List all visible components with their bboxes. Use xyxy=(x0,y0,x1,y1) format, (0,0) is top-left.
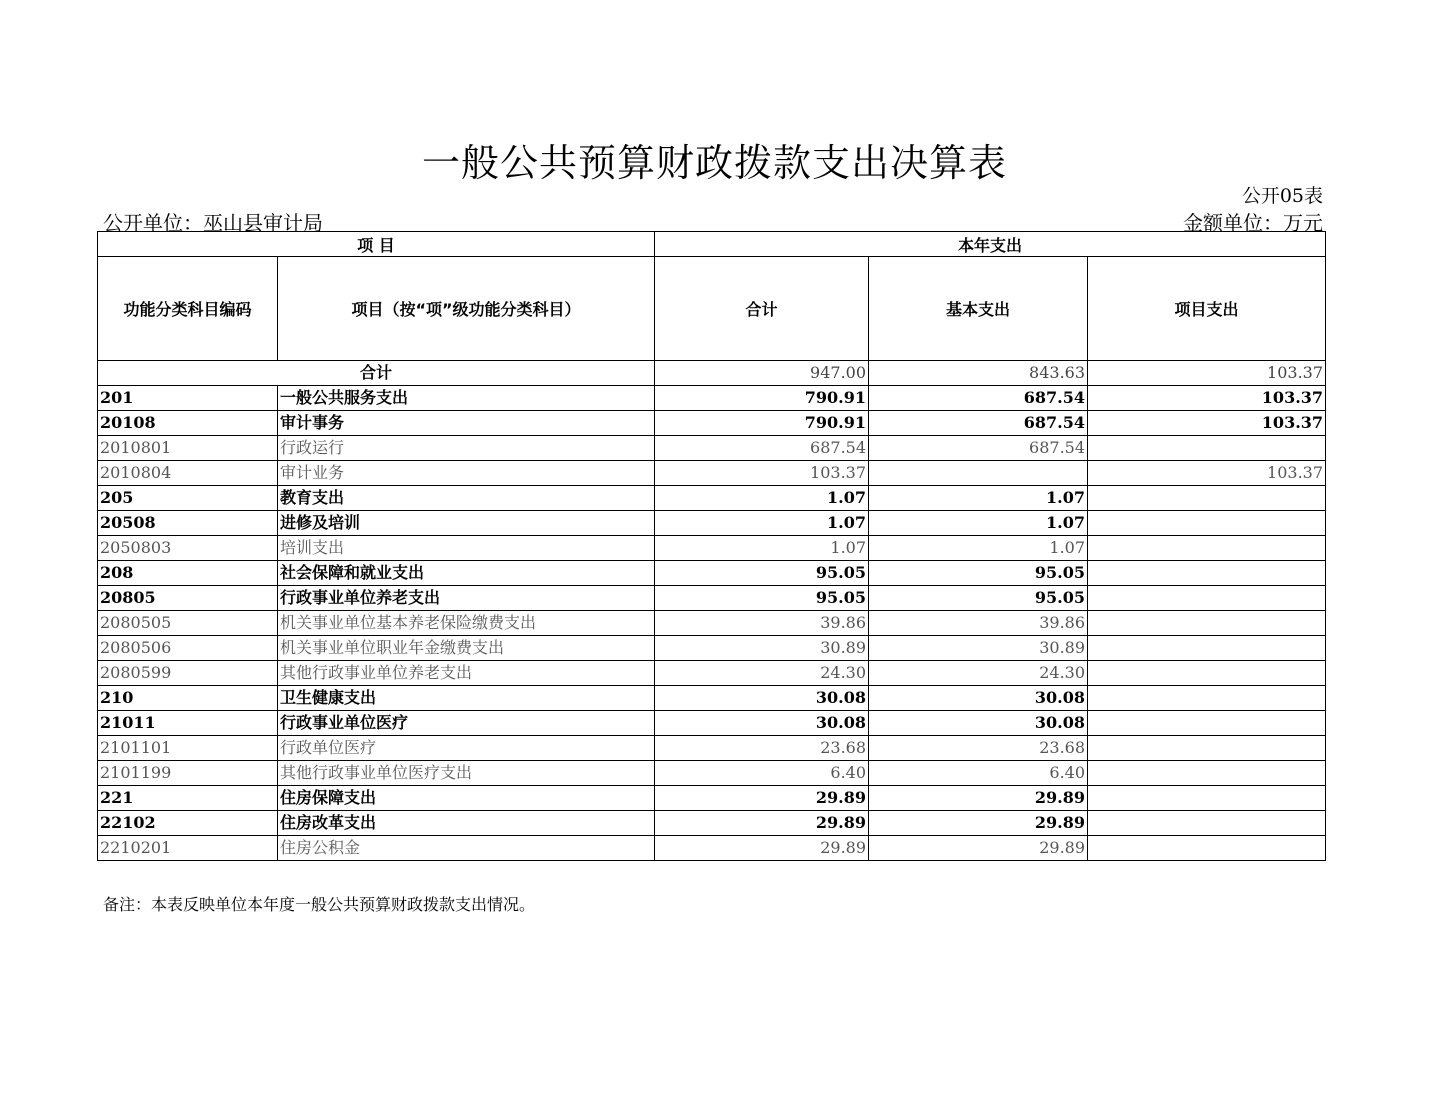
row-total: 1.07 xyxy=(655,511,869,536)
table-row xyxy=(98,561,1326,586)
total-row xyxy=(98,361,1326,386)
row-name: 住房保障支出 xyxy=(278,786,655,811)
row-name: 行政事业单位养老支出 xyxy=(278,586,655,611)
row-total: 790.91 xyxy=(655,411,869,436)
row-name: 社会保障和就业支出 xyxy=(278,561,655,586)
row-code: 205 xyxy=(98,486,278,511)
row-total: 103.37 xyxy=(655,461,869,486)
row-code: 2050803 xyxy=(98,536,278,561)
row-project xyxy=(1088,736,1326,761)
table-row xyxy=(98,486,1326,511)
total-project: 103.37 xyxy=(1088,361,1326,386)
row-basic: 30.08 xyxy=(869,711,1088,736)
row-basic: 1.07 xyxy=(869,511,1088,536)
row-code: 2101199 xyxy=(98,761,278,786)
table-row xyxy=(98,661,1326,686)
row-project xyxy=(1088,761,1326,786)
row-basic: 24.30 xyxy=(869,661,1088,686)
row-project xyxy=(1088,636,1326,661)
row-name: 进修及培训 xyxy=(278,511,655,536)
row-code: 2010801 xyxy=(98,436,278,461)
row-name: 一般公共服务支出 xyxy=(278,386,655,411)
row-basic: 29.89 xyxy=(869,811,1088,836)
row-code: 2080505 xyxy=(98,611,278,636)
table-row xyxy=(98,536,1326,561)
budget-table xyxy=(97,231,1326,861)
row-total: 30.08 xyxy=(655,686,869,711)
header-name: 项目（按“项”级功能分类科目） xyxy=(278,257,655,361)
row-total: 95.05 xyxy=(655,586,869,611)
row-basic: 95.05 xyxy=(869,561,1088,586)
table-row xyxy=(98,411,1326,436)
row-basic: 687.54 xyxy=(869,411,1088,436)
row-project xyxy=(1088,711,1326,736)
row-total: 6.40 xyxy=(655,761,869,786)
table-row xyxy=(98,386,1326,411)
row-project: 103.37 xyxy=(1088,411,1326,436)
row-basic: 30.89 xyxy=(869,636,1088,661)
row-basic: 1.07 xyxy=(869,536,1088,561)
table-row xyxy=(98,461,1326,486)
header-code: 功能分类科目编码 xyxy=(98,257,278,361)
table-row xyxy=(98,711,1326,736)
table-row xyxy=(98,811,1326,836)
row-name: 卫生健康支出 xyxy=(278,686,655,711)
page-title: 一般公共预算财政拨款支出决算表 xyxy=(421,141,1007,185)
row-code: 2101101 xyxy=(98,736,278,761)
row-code: 210 xyxy=(98,686,278,711)
table-row xyxy=(98,686,1326,711)
row-project xyxy=(1088,561,1326,586)
table-row xyxy=(98,611,1326,636)
row-basic: 6.40 xyxy=(869,761,1088,786)
row-project: 103.37 xyxy=(1088,461,1326,486)
row-total: 30.08 xyxy=(655,711,869,736)
table-row xyxy=(98,736,1326,761)
row-name: 其他行政事业单位医疗支出 xyxy=(278,761,655,786)
row-name: 行政单位医疗 xyxy=(278,736,655,761)
row-code: 2080599 xyxy=(98,661,278,686)
table-row xyxy=(98,636,1326,661)
row-project xyxy=(1088,661,1326,686)
row-total: 790.91 xyxy=(655,386,869,411)
row-total: 687.54 xyxy=(655,436,869,461)
row-basic: 30.08 xyxy=(869,686,1088,711)
total-basic: 843.63 xyxy=(869,361,1088,386)
header-items: 项 目 xyxy=(98,232,655,257)
row-name: 行政运行 xyxy=(278,436,655,461)
row-total: 1.07 xyxy=(655,536,869,561)
row-basic: 29.89 xyxy=(869,786,1088,811)
row-code: 21011 xyxy=(98,711,278,736)
row-total: 23.68 xyxy=(655,736,869,761)
row-name: 住房公积金 xyxy=(278,836,655,861)
row-basic: 23.68 xyxy=(869,736,1088,761)
row-name: 培训支出 xyxy=(278,536,655,561)
row-basic: 39.86 xyxy=(869,611,1088,636)
total-label: 合计 xyxy=(98,361,655,386)
row-project xyxy=(1088,836,1326,861)
row-code: 20108 xyxy=(98,411,278,436)
row-name: 机关事业单位职业年金缴费支出 xyxy=(278,636,655,661)
row-project xyxy=(1088,586,1326,611)
table-row xyxy=(98,761,1326,786)
row-total: 29.89 xyxy=(655,786,869,811)
row-total: 39.86 xyxy=(655,611,869,636)
row-total: 30.89 xyxy=(655,636,869,661)
row-name: 审计事务 xyxy=(278,411,655,436)
row-project: 103.37 xyxy=(1088,386,1326,411)
row-total: 29.89 xyxy=(655,836,869,861)
row-basic: 1.07 xyxy=(869,486,1088,511)
row-project xyxy=(1088,511,1326,536)
row-total: 24.30 xyxy=(655,661,869,686)
table-row xyxy=(98,436,1326,461)
row-project xyxy=(1088,611,1326,636)
row-total: 29.89 xyxy=(655,811,869,836)
row-code: 2210201 xyxy=(98,836,278,861)
total-total: 947.00 xyxy=(655,361,869,386)
table-row xyxy=(98,836,1326,861)
header-basic: 基本支出 xyxy=(869,257,1088,361)
header-total: 合计 xyxy=(655,257,869,361)
row-code: 2010804 xyxy=(98,461,278,486)
row-code: 20508 xyxy=(98,511,278,536)
row-project xyxy=(1088,486,1326,511)
row-code: 221 xyxy=(98,786,278,811)
row-name: 机关事业单位基本养老保险缴费支出 xyxy=(278,611,655,636)
row-project xyxy=(1088,786,1326,811)
row-project xyxy=(1088,436,1326,461)
row-code: 20805 xyxy=(98,586,278,611)
table-row xyxy=(98,786,1326,811)
amount-unit: 金额单位：万元 xyxy=(1183,211,1323,235)
row-project xyxy=(1088,811,1326,836)
row-project xyxy=(1088,536,1326,561)
row-code: 2080506 xyxy=(98,636,278,661)
row-code: 201 xyxy=(98,386,278,411)
row-basic: 687.54 xyxy=(869,436,1088,461)
reporting-unit: 公开单位：巫山县审计局 xyxy=(103,211,323,235)
row-total: 1.07 xyxy=(655,486,869,511)
row-basic: 29.89 xyxy=(869,836,1088,861)
header-this-year: 本年支出 xyxy=(655,232,1326,257)
row-name: 行政事业单位医疗 xyxy=(278,711,655,736)
table-row xyxy=(98,511,1326,536)
row-project xyxy=(1088,686,1326,711)
row-basic: 687.54 xyxy=(869,386,1088,411)
row-name: 其他行政事业单位养老支出 xyxy=(278,661,655,686)
row-code: 22102 xyxy=(98,811,278,836)
row-basic xyxy=(869,461,1088,486)
row-name: 住房改革支出 xyxy=(278,811,655,836)
header-project: 项目支出 xyxy=(1088,257,1326,361)
table-row xyxy=(98,586,1326,611)
row-basic: 95.05 xyxy=(869,586,1088,611)
row-total: 95.05 xyxy=(655,561,869,586)
row-name: 教育支出 xyxy=(278,486,655,511)
footnote: 备注：本表反映单位本年度一般公共预算财政拨款支出情况。 xyxy=(103,895,536,914)
row-name: 审计业务 xyxy=(278,461,655,486)
row-code: 208 xyxy=(98,561,278,586)
form-code: 公开05表 xyxy=(1241,185,1323,207)
